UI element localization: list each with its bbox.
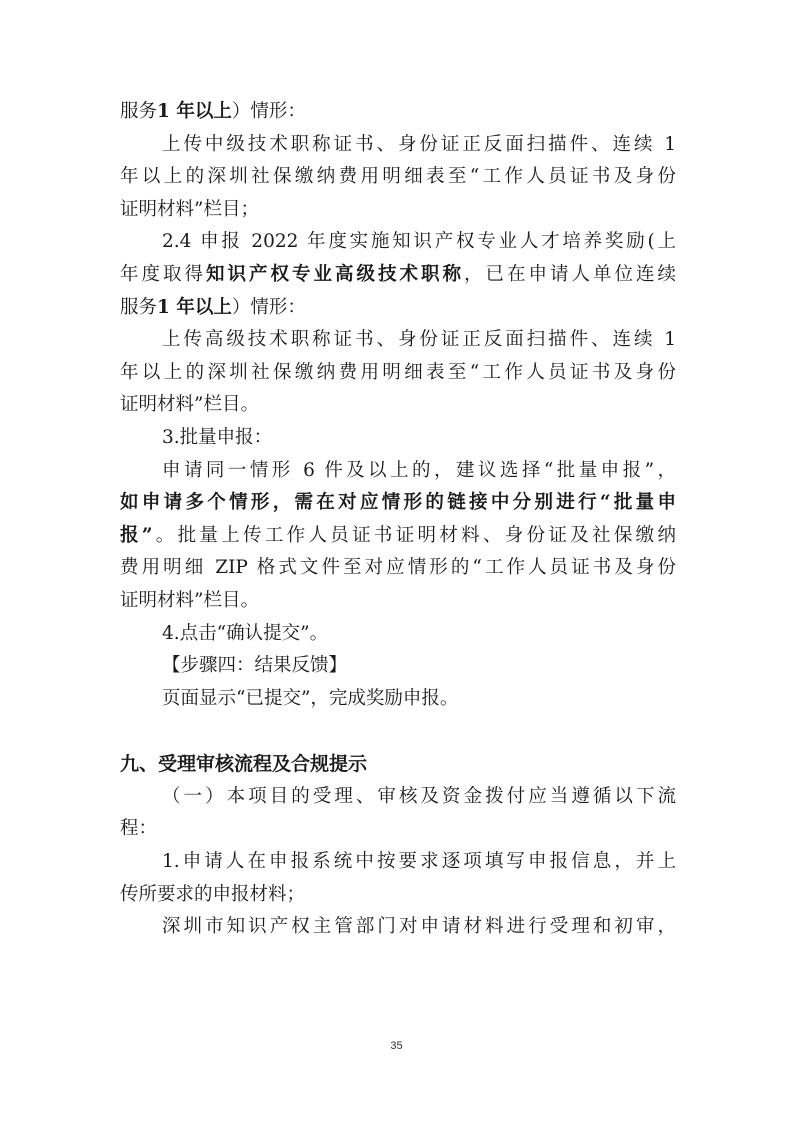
text-run: 深圳市知识产权主管部门对申请材料进行受理和初审， [162, 916, 676, 938]
text-run: ，已在申请人单位连续 [463, 263, 676, 285]
text-run: 3.批量申报： [162, 426, 273, 448]
text-line [120, 422, 676, 455]
text-run: 上传高级技术职称证书、身份证正反面扫描件、连续 1 [162, 329, 676, 351]
text-run: ）情形： [231, 101, 306, 122]
text-line [120, 552, 676, 585]
text-run: ）情形： [231, 296, 306, 318]
text-line [120, 846, 676, 879]
text-line [120, 129, 676, 162]
text-line [120, 357, 676, 390]
text-run: 服务 [120, 101, 158, 122]
bold-text: 报” [120, 524, 153, 546]
text-run: 。批量上传工作人员证书证明材料、身份证及社保缴纳 [152, 524, 676, 546]
text-run: （一）本项目的受理、审核及资金拨付应当遵循以下流 [162, 785, 676, 807]
text-run: 4.点击“确认提交”。 [162, 622, 329, 644]
page-number: 35 [390, 1040, 403, 1052]
text-run: 证明材料”栏目。 [120, 394, 259, 416]
text-line [120, 324, 676, 357]
text-run: 服务 [120, 296, 158, 318]
text-run: 上传中级技术职称证书、身份证正反面扫描件、连续 1 [162, 133, 676, 155]
text-line [120, 226, 676, 259]
bold-text: 1 年以上 [157, 296, 232, 318]
text-run: 程： [120, 818, 158, 840]
text-line [120, 259, 676, 292]
text-line [120, 292, 676, 325]
text-line [120, 879, 676, 912]
text-line [120, 618, 676, 651]
text-line [120, 781, 676, 814]
bold-text: 如申请多个情形，需在对应情形的链接中分别进行“批量申 [120, 492, 676, 514]
text-run: 年度取得 [120, 263, 206, 285]
bold-text: 1 年以上 [157, 101, 232, 122]
text-run: 1.申请人在申报系统中按要求逐项填写申报信息，并上 [162, 851, 676, 873]
text-line [120, 683, 676, 716]
text-line [120, 487, 676, 520]
text-line [120, 911, 676, 944]
text-line [120, 455, 676, 488]
text-run: 证明材料”栏目； [120, 198, 259, 220]
paragraph-block [120, 96, 676, 715]
text-line [120, 813, 676, 846]
text-line [120, 96, 676, 129]
text-line [120, 520, 676, 553]
text-line [120, 389, 676, 422]
text-run: 2.4 申报 2022 年度实施知识产权专业人才培养奖励(上 [162, 231, 676, 253]
text-run: 年以上的深圳社保缴纳费用明细表至“工作人员证书及身份 [120, 166, 676, 188]
text-run: 【步骤四：结果反馈】 [162, 655, 348, 677]
paragraph-block-2 [120, 781, 676, 944]
text-run: 申请同一情形 6 件及以上的，建议选择“批量申报”， [162, 459, 676, 481]
text-run: 页面显示“已提交”，完成奖励申报。 [162, 687, 459, 709]
bold-text: 知识产权专业高级技术职称 [206, 263, 464, 285]
text-run: 传所要求的申报材料； [120, 883, 306, 905]
section-heading: 九、受理审核流程及合规提示 [120, 753, 368, 776]
document-body [120, 96, 676, 944]
text-run: 费用明细 ZIP 格式文件至对应情形的“工作人员证书及身份 [120, 557, 676, 579]
text-line [120, 585, 676, 618]
text-line [120, 161, 676, 194]
text-run: 年以上的深圳社保缴纳费用明细表至“工作人员证书及身份 [120, 361, 676, 383]
text-run: 证明材料”栏目。 [120, 589, 259, 611]
text-line [120, 194, 676, 227]
text-line [120, 650, 676, 683]
